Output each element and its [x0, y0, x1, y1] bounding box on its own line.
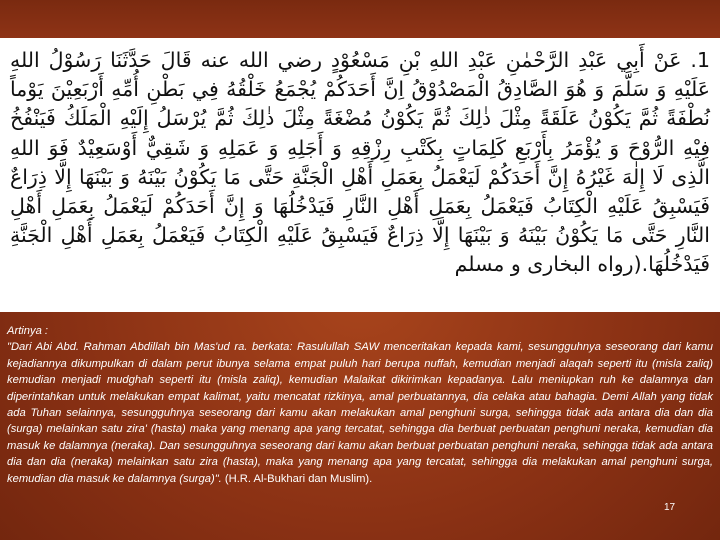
arabic-hadith-text: 1. عَنْ أَبِي عَبْدِ الرَّحْمٰنِ عَبْدِ اللهِ بْنِ مَسْعُوْدٍ رضي الله عنه قَالَ حَدَّثَنَا رَسُوْلُ اللهِ عَلَيْهِ وَ سَلَّمَ وَ هُوَ الصَّادِقُ الْمَصْدُوْقُ اِنَّ أَحَدَكُمْ يُجْمَعُ خَلْقُهُ فِي بَطْنِ أُمِّهِ أَرْبَعِيْنَ يَوْماً نُطْفَةً ثُمَّ يَكُوْنُ عَلَقَةً مِثْلَ ذٰلِكَ ثُمَّ يَكُوْنُ مُضْغَةً مِثْلَ ذٰلِكَ ثُمَّ يُرْسَلُ إِلَيْهِ الْمَلَكُ فَيَنْفُخُ فِيْهِ الرُّوْحَ وَ يُؤْمَرُ بِأَرْبَعِ كَلِمَاتٍ بِكَتْبِ رِزْقِهِ وَ أَجَلِهِ وَ عَمَلِهِ وَ شَقِيٌّ أَوْسَعِيْدٌ فَوَ اللهِ الَّذِى لَا إِلٰهَ غَيْرُهُ إِنَّ أَحَدَكُمْ لَيَعْمَلُ بِعَمَلِ أَهْلِ الْجَنَّةِ حَتَّى مَا يَكُوْنُ بَيْنَهُ وَ بَيْنَهَا إِلَّا ذِرَاعٌ فَيَسْبِقُ عَلَيْهِ الْكِتَابُ فَيَعْمَلُ بِعَمَلِ أَهْلِ النَّارِ فَيَدْخُلُهَا وَ إِنَّ أَحَدَكُمْ لَيَعْمَلُ بِعَمَلِ أَهْلِ النَّارِ حَتَّى مَا يَكُوْنُ بَيْنَهُ وَ بَيْنَهَا إِلَّا ذِرَاعٌ فَيَسْبِقُ عَلَيْهِ الْكِتَابُ فَيَعْمَلُ بِعَمَلِ أَهْلِ الْجَنَّةِ فَيَدْخُلُهَا.(رواه البخارى و مسلم — [10, 48, 710, 277]
translation-body: "Dari Abi Abd. Rahman Abdillah bin Mas'ud ra. berkata: Rasulullah SAW menceritakan kepada kami, sesungguhnya seseorang dari kamu kejadiannya dikumpulkan di dalam perut ibunya selama empat puluh hari berupa nuffah, kemudian menjadi alaqah seperti itu (misla zaliq) kemudian menjadi mudghah seperti itu (misla zaliq), kemudian Malaikat dikirimkan kepadanya. Lalu meniupkan ruh ke dalamnya dan diperintahkan untuk melakukan empat kalimat, yaitu mencatat rizkinya, amal perbuatannya, dia celaka atau bahagia. Demi Allah yang tidak ada Tuhan selainnya, sesungguhnya seseorang dari kamu akan melakukan amal penghuni surga, sehingga tidak ada antara dia dan dia (surga) melainkan satu zira' (hasta) maka yang menang apa yang tercatat, sehingga dia berbuat perbuatan penghuni neraka, kemudian dia masuk ke dalamnya (neraka). Dan sesungguhnya seseorang dari kamu akan berbuat perbuatan penghuni neraka, sehingga tidak ada antara dia dan dia (neraka) melainkan satu zira (hasta), maka yang menang apa yang tercatat, sehingga dia melakukan amal penghuni surga, kemudian dia masuk ke dalamnya (surga)". — [7, 341, 713, 485]
top-band — [0, 0, 720, 38]
page-number: 17 — [664, 502, 676, 513]
translation-label: Artinya : — [7, 325, 49, 337]
translation-block — [7, 323, 713, 487]
hadith-source: (H.R. Al-Bukhari dan Muslim). — [224, 472, 373, 485]
arabic-text-panel — [0, 38, 720, 312]
